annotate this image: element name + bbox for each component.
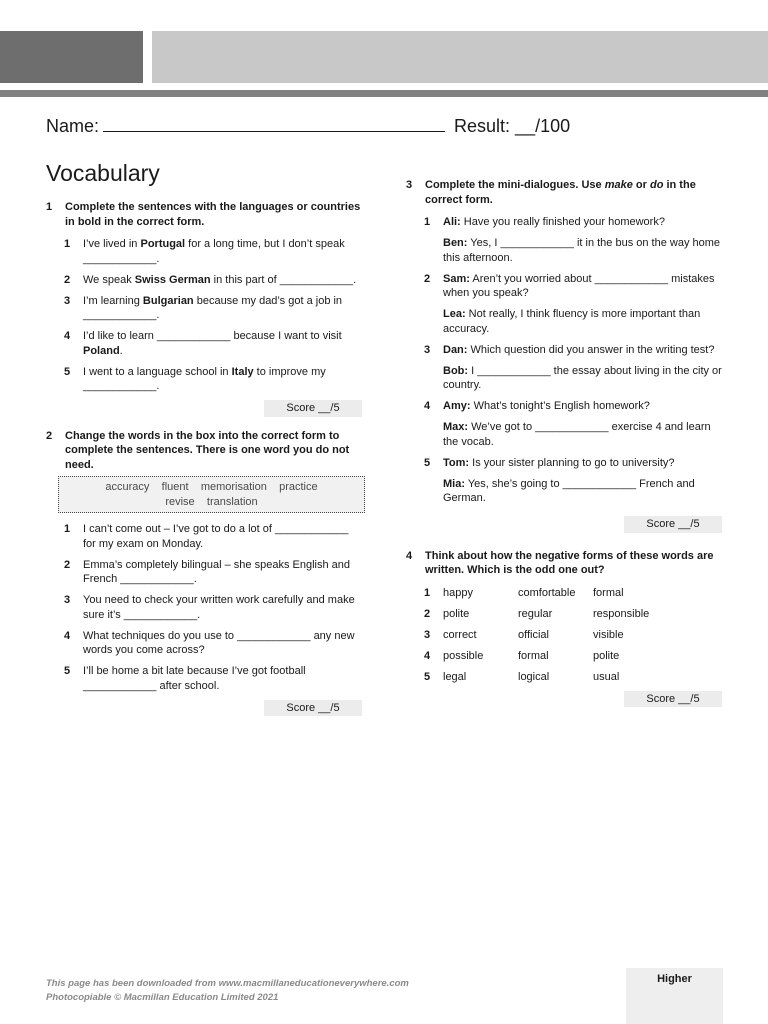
task-instruction: Complete the mini-dialogues. Use make or do in the correct form.	[425, 179, 696, 206]
task-1-heading	[46, 200, 362, 229]
header-band-left	[0, 31, 143, 83]
item-number: 1	[64, 523, 71, 535]
task-number: 1	[46, 201, 53, 213]
dialogue-line: Amy: What’s tonight’s English homework?	[443, 400, 650, 412]
table-cell: polite	[443, 607, 470, 620]
item-number: 2	[424, 272, 431, 285]
dialogue-line: Mia: Yes, she’s going to ____________ French and German.	[443, 477, 695, 504]
item-number: 3	[424, 628, 431, 641]
word-box-word: memorisation	[200, 481, 267, 493]
right-column	[406, 178, 722, 707]
task-item	[64, 273, 362, 288]
name-blank	[103, 115, 445, 132]
item-number: 5	[424, 670, 431, 683]
task-2-items	[64, 522, 362, 693]
item-text: What techniques do you use to ____________ any new words you come across?	[83, 629, 355, 656]
dialogue-item	[424, 215, 722, 272]
table-row	[424, 670, 649, 691]
table-cell: possible	[443, 649, 484, 662]
task-1-items	[64, 237, 362, 394]
task-1-score: Score __/5	[264, 400, 362, 417]
table-cell: usual	[593, 670, 620, 683]
task-item	[64, 522, 362, 551]
item-number: 3	[424, 343, 431, 356]
task-item	[64, 329, 362, 358]
dialogue-item	[424, 272, 722, 343]
item-number: 1	[424, 586, 431, 599]
footer-copyright-line: Photocopiable © Macmillan Education Limited 2021	[46, 992, 279, 1003]
table-cell: polite	[593, 649, 620, 662]
item-text: I can’t come out – I’ve got to do a lot of ____________ for my exam on Monday.	[83, 523, 349, 550]
table-row	[424, 586, 649, 607]
table-cell: regular	[518, 607, 553, 620]
name-label: Name:	[46, 116, 100, 136]
item-text: We speak Swiss German in this part of ____________.	[83, 273, 357, 286]
item-number: 4	[424, 649, 431, 662]
table-row	[424, 607, 649, 628]
item-number: 3	[64, 594, 71, 606]
item-number: 5	[64, 365, 71, 378]
item-number: 1	[424, 216, 431, 228]
item-text: I’ll be home a bit late because I’ve got football ____________ after school.	[83, 665, 306, 692]
task-number: 3	[406, 179, 413, 191]
table-row	[424, 649, 649, 670]
task-instruction: Change the words in the box into the correct form to complete the sentences. There is one word you do not need.	[65, 429, 350, 471]
dialogue-line: Ben: Yes, I ____________ it in the bus on the way home this afternoon.	[443, 237, 721, 264]
item-text: I’m learning Bulgarian because my dad’s got a job in ____________.	[83, 294, 343, 321]
table-cell: official	[518, 628, 549, 641]
task-instruction: Complete the sentences with the languages or countries in bold in the correct form.	[65, 201, 361, 228]
item-text: I’ve lived in Portugal for a long time, but I don’t speak ____________.	[83, 238, 345, 265]
footer-download-line: This page has been downloaded from www.macmillaneducationeverywhere.com	[46, 978, 409, 989]
table-row	[424, 628, 649, 649]
task-item	[64, 237, 362, 266]
header-divider	[0, 90, 768, 97]
table-cell: logical	[518, 670, 550, 683]
level-badge: Higher	[626, 968, 723, 1024]
task-2-score: Score __/5	[264, 700, 362, 717]
left-column	[46, 200, 362, 716]
item-number: 2	[64, 273, 71, 286]
dialogue-item	[424, 456, 722, 513]
item-text: I went to a language school in Italy to improve my ____________.	[83, 365, 326, 392]
name-result-line	[46, 115, 570, 137]
table-cell: comfortable	[518, 586, 576, 599]
item-number: 2	[64, 558, 71, 571]
table-cell: legal	[443, 670, 467, 683]
section-title: Vocabulary	[46, 160, 160, 186]
task-number: 4	[406, 549, 413, 562]
dialogue-line: Ali: Have you really finished your homework?	[443, 216, 665, 228]
word-box-word: fluent	[161, 481, 189, 493]
item-number: 2	[424, 607, 431, 620]
dialogue-line: Sam: Aren’t you worried about ____________ mistakes when you speak?	[443, 272, 715, 299]
dialogue-line: Tom: Is your sister planning to go to university?	[443, 456, 675, 469]
table-cell: responsible	[593, 607, 650, 620]
item-text: I’d like to learn ____________ because I want to visit Poland.	[83, 330, 342, 357]
word-table	[424, 586, 649, 691]
word-box-word: practice	[279, 481, 318, 493]
task-item	[64, 664, 362, 693]
table-cell: visible	[593, 628, 624, 641]
dialogue-item	[424, 399, 722, 456]
task-3-items	[424, 215, 722, 512]
table-cell: formal	[593, 586, 624, 599]
item-number: 4	[64, 629, 71, 642]
item-number: 3	[64, 294, 71, 307]
task-3-heading	[406, 178, 722, 207]
task-item	[64, 593, 362, 622]
item-text: You need to check your written work carefully and make sure it’s ____________.	[83, 594, 355, 621]
dialogue-line: Lea: Not really, I think fluency is more important than accuracy.	[443, 308, 701, 335]
item-number: 4	[424, 400, 431, 412]
header-band-right	[152, 31, 768, 83]
task-4-score: Score __/5	[624, 691, 722, 708]
task-number: 2	[46, 429, 53, 442]
task-item	[64, 294, 362, 323]
word-box-word: revise	[165, 495, 195, 508]
word-box	[58, 476, 365, 513]
table-cell: formal	[518, 649, 549, 662]
table-cell: happy	[443, 586, 473, 599]
table-cell: correct	[443, 628, 477, 641]
word-box-word: accuracy	[105, 481, 150, 493]
task-item	[64, 558, 362, 587]
footer-credit	[46, 977, 409, 1005]
item-number: 5	[424, 456, 431, 469]
task-4-heading	[406, 549, 722, 578]
item-number: 4	[64, 330, 71, 342]
dialogue-line: Bob: I ____________ the essay about living in the city or country.	[443, 364, 722, 391]
task-3-score: Score __/5	[624, 516, 722, 533]
item-number: 1	[64, 238, 71, 250]
item-text: Emma’s completely bilingual – she speaks English and French ____________.	[83, 558, 350, 585]
dialogue-item	[424, 343, 722, 400]
dialogue-line: Dan: Which question did you answer in the writing test?	[443, 343, 715, 356]
item-number: 5	[64, 665, 71, 677]
result-label: Result: __/100	[454, 116, 571, 136]
task-2-heading	[46, 429, 362, 473]
task-item	[64, 629, 362, 658]
task-instruction: Think about how the negative forms of these words are written. Which is the odd one out?	[425, 549, 714, 576]
dialogue-line: Max: We’ve got to ____________ exercise 4 and learn the vocab.	[443, 421, 711, 448]
task-item	[64, 365, 362, 394]
word-box-word: translation	[206, 495, 258, 508]
